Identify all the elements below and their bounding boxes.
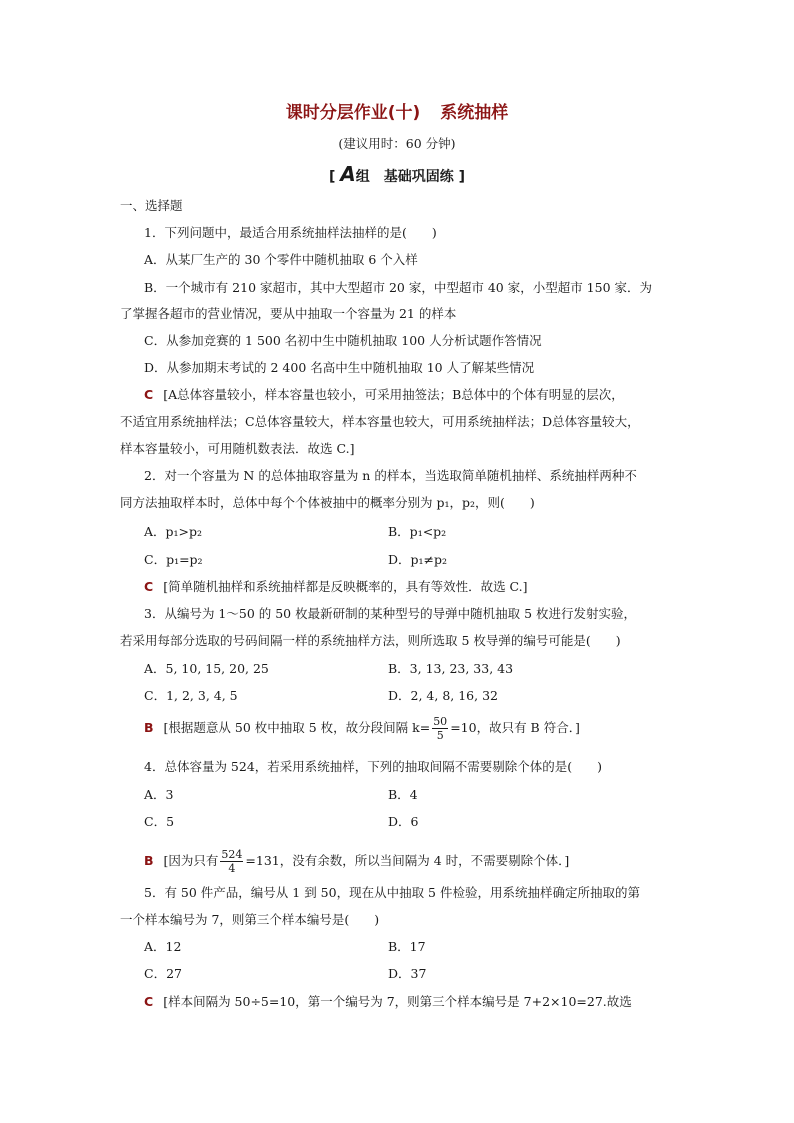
q4-fraction: $\frac{524}{4}$ — [221, 848, 243, 875]
q5-option-c: C．27 — [144, 966, 182, 981]
q2-option-b: B．p₁<p₂ — [388, 524, 447, 539]
group-letter: A — [340, 162, 356, 186]
q1-stem: 1．下列问题中，最适合用系统抽样法抽样的是( ) — [144, 225, 437, 240]
q1-option-c: C．从参加竞赛的 1 500 名初中生中随机抽取 100 人分析试题作答情况 — [144, 333, 542, 348]
group-label: 组 基础巩固练 — [355, 169, 454, 185]
q5-stem-line2: 一个样本编号为 7，则第三个样本编号是( ) — [120, 912, 380, 927]
q3-option-a: A．5, 10, 15, 20, 25 — [144, 661, 269, 676]
q2-option-d: D．p₁≠p₂ — [388, 552, 448, 567]
q2-stem-line1: 2．对一个容量为 N 的总体抽取容量为 n 的样本，当选取简单随机抽样、系统抽样两种不 — [144, 468, 637, 483]
q2-stem-line2: 同方法抽取样本时，总体中每个个体被抽中的概率分别为 p₁，p₂，则( ) — [120, 495, 535, 510]
q4-option-b: B．4 — [388, 787, 418, 802]
q2-answer: C — [144, 579, 154, 594]
q4-explanation: B [因为只有 $\frac{524}{4}$ =131，没有余数，所以当间隔为 4 时，不需要剔除个体．] — [144, 848, 570, 875]
q4-option-d: D．6 — [388, 814, 419, 829]
q4-stem: 4．总体容量为 524，若采用系统抽样，下列的抽取间隔不需要剔除个体的是( ) — [144, 759, 603, 774]
q5-answer: C — [144, 994, 154, 1009]
q5-explanation: C [样本间隔为 50÷5=10，第一个编号为 7，则第三个样本编号是 7+2×10=27.故选 — [144, 994, 632, 1009]
q1-option-a: A．从某厂生产的 30 个零件中随机抽取 6 个入样 — [144, 252, 418, 267]
q1-explanation-line1: C [A总体容量较小，样本容量也较小，可采用抽签法；B总体中的个体有明显的层次， — [144, 387, 624, 402]
q3-explanation: B [根据题意从 50 枚中抽取 5 枚，故分段间隔 k= $\frac{50}{5}$ =10，故只有 B 符合．] — [144, 715, 580, 742]
title-sub: 系统抽样 — [440, 103, 509, 123]
q5-option-b: B．17 — [388, 939, 426, 954]
q1-option-b-line1: B．一个城市有 210 家超市，其中大型超市 20 家，中型超市 40 家，小型超市 150 家．为 — [144, 280, 653, 295]
q1-explanation-line2: 不适宜用系统抽样法；C总体容量较大，样本容量也较大，可用系统抽样法；D总体容量较大， — [120, 414, 640, 429]
q4-option-a: A．3 — [144, 787, 174, 802]
q3-option-b: B．3, 13, 23, 33, 43 — [388, 661, 514, 676]
q3-stem-line2: 若采用每部分选取的号码间隔一样的系统抽样方法，则所选取 5 枚导弹的编号可能是( ) — [120, 633, 621, 648]
q1-option-b-line2: 了掌握各超市的营业情况，要从中抽取一个容量为 21 的样本 — [120, 306, 457, 321]
q5-stem-line1: 5．有 50 件产品，编号从 1 到 50，现在从中抽取 5 件检验，用系统抽样确定所抽取的第 — [144, 885, 640, 900]
q3-stem-line1: 3．从编号为 1～50 的 50 枚最新研制的某种型号的导弹中随机抽取 5 枚进行发射实验， — [144, 606, 637, 621]
section-heading: 一、选择题 — [120, 198, 183, 213]
q2-explanation: C [简单随机抽样和系统抽样都是反映概率的，具有等效性．故选 C.] — [144, 579, 528, 594]
q5-option-d: D．37 — [388, 966, 427, 981]
q5-option-a: A．12 — [144, 939, 182, 954]
q1-answer: C — [144, 387, 154, 402]
title-main: 课时分层作业(十) — [285, 103, 421, 123]
q1-option-d: D．从参加期末考试的 2 400 名高中生中随机抽取 10 人了解某些情况 — [144, 360, 535, 375]
time-note: (建议用时：60 分钟) — [338, 136, 456, 151]
q3-answer: B — [144, 720, 154, 735]
q1-explanation-line3: 样本容量较小，可用随机数表法．故选 C.] — [120, 441, 355, 456]
page-title — [0, 98, 794, 123]
q3-option-c: C．1, 2, 3, 4, 5 — [144, 688, 238, 703]
q3-fraction: $\frac{50}{5}$ — [433, 715, 448, 742]
q3-option-d: D．2, 4, 8, 16, 32 — [388, 688, 498, 703]
q4-answer: B — [144, 853, 154, 868]
q2-option-c: C．p₁=p₂ — [144, 552, 203, 567]
group-heading: [ A组 基础巩固练 ] — [328, 162, 466, 186]
q4-option-c: C．5 — [144, 814, 175, 829]
q2-option-a: A．p₁>p₂ — [144, 524, 203, 539]
